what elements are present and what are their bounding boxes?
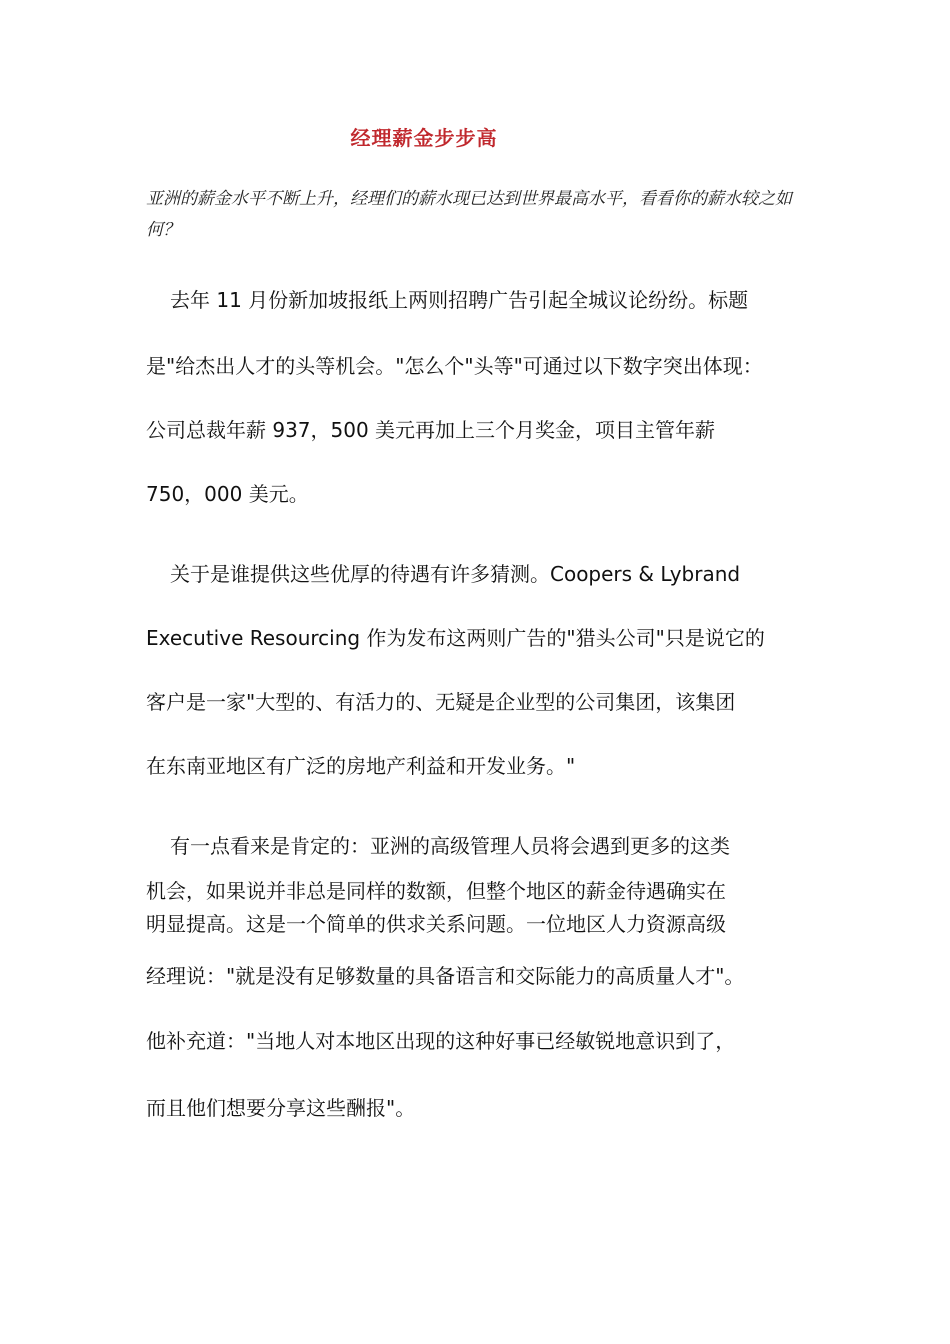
paragraph-1-line-2: 是"给杰出人才的头等机会。"怎么个"头等"可通过以下数字突出体现： xyxy=(146,354,763,378)
paragraph-1-line-4: 750，000 美元。 xyxy=(146,482,309,506)
document-subtitle: 亚洲的薪金水平不断上升，经理们的薪水现已达到世界最高水平，看看你的薪水较之如何？ xyxy=(146,189,792,240)
document-title: 经理薪金步步高 xyxy=(350,126,498,150)
paragraph-3-line-5: 他补充道："当地人对本地区出现的这种好事已经敏锐地意识到了， xyxy=(146,1029,736,1053)
paragraph-1-line-3: 公司总裁年薪 937，500 美元再加上三个月奖金，项目主管年薪 xyxy=(146,418,716,442)
paragraph-3-line-1: 有一点看来是肯定的：亚洲的高级管理人员将会遇到更多的这类 xyxy=(170,834,730,858)
paragraph-3-line-2: 机会，如果说并非总是同样的数额，但整个地区的薪金待遇确实在 xyxy=(146,879,726,903)
paragraph-3-line-6: 而且他们想要分享这些酬报"。 xyxy=(146,1096,416,1120)
paragraph-2-line-3: 客户是一家"大型的、有活力的、无疑是企业型的公司集团，该集团 xyxy=(146,690,736,714)
paragraph-3-line-4: 经理说："就是没有足够数量的具备语言和交际能力的高质量人才"。 xyxy=(146,964,745,988)
paragraph-1-line-1: 去年 11 月份新加坡报纸上两则招聘广告引起全城议论纷纷。标题 xyxy=(170,288,749,312)
paragraph-2-line-4: 在东南亚地区有广泛的房地产利益和开发业务。" xyxy=(146,754,576,778)
paragraph-3-line-3: 明显提高。这是一个简单的供求关系问题。一位地区人力资源高级 xyxy=(146,912,726,936)
paragraph-2-line-2: Executive Resourcing 作为发布这两则广告的"猎头公司"只是说它的 xyxy=(146,626,765,650)
paragraph-2-line-1: 关于是谁提供这些优厚的待遇有许多猜测。Coopers & Lybrand xyxy=(170,562,741,586)
